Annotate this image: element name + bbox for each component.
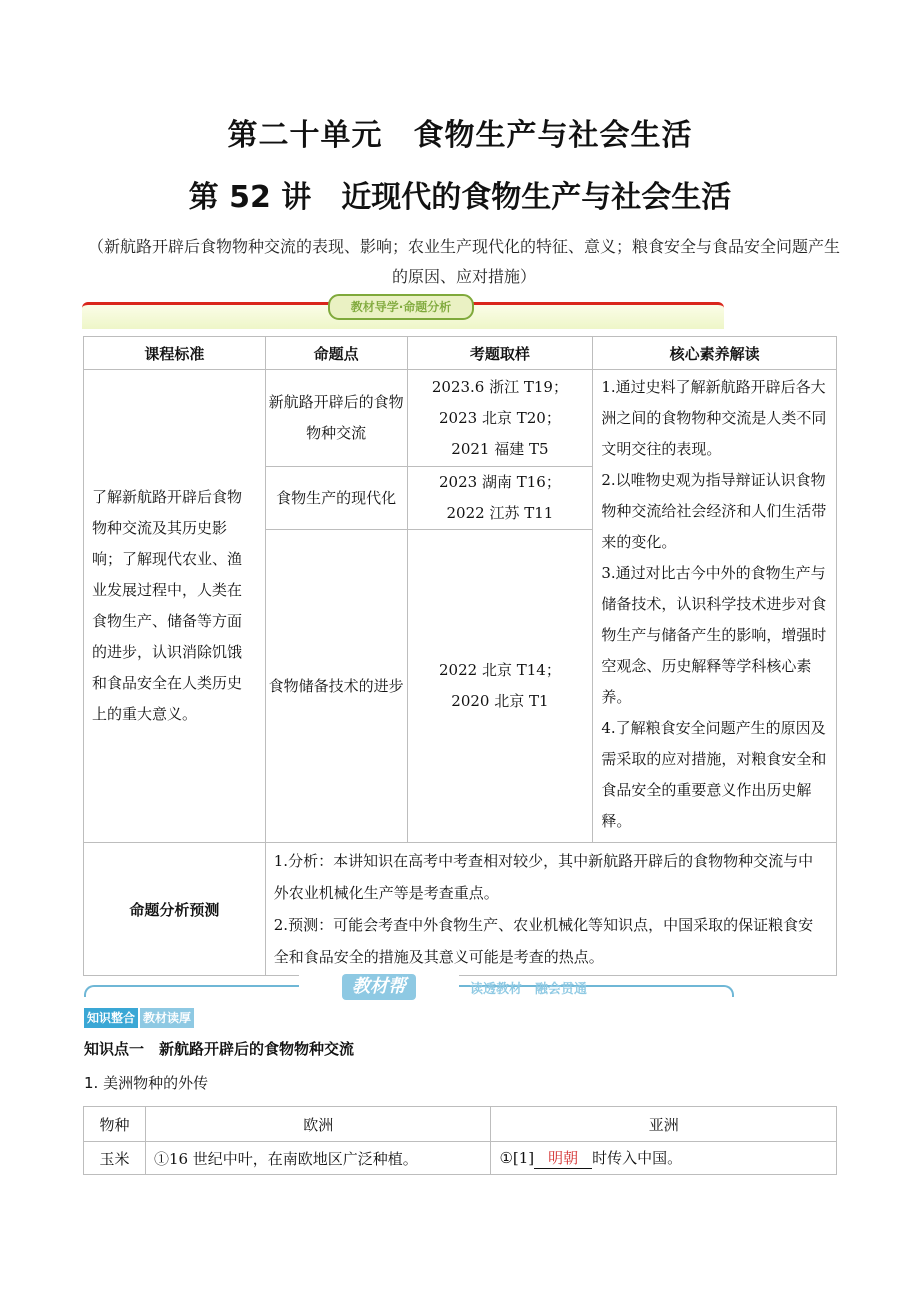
species-table xyxy=(83,1106,837,1175)
asia-prefix: ①[1] xyxy=(499,1149,535,1167)
textbook-banner xyxy=(84,972,732,1004)
exam-samples-3 xyxy=(407,530,593,843)
proposition-point-3: 食物储备技术的进步 xyxy=(265,530,407,843)
header-species: 物种 xyxy=(84,1107,146,1142)
sample-line: 2023.6 浙江 T19； xyxy=(431,377,568,396)
core-literacy-item: 2.以唯物史观为指导辩证认识食物物种交流给社会经济和人们生活带来的变化。 xyxy=(601,471,827,551)
lecture-title: 第 52 讲 近现代的食物生产与社会生活 xyxy=(188,180,732,215)
table-header-row xyxy=(84,337,837,370)
tag-textbook-deep-reading: 教材读厚 xyxy=(140,1008,194,1028)
unit-title: 第二十单元 食物生产与社会生活 xyxy=(227,118,693,153)
header-proposition-point: 命题点 xyxy=(265,337,407,370)
header-core-literacy: 核心素养解读 xyxy=(593,337,837,370)
species-asia xyxy=(491,1142,837,1175)
table-row xyxy=(84,843,837,976)
core-literacy-item: 1.通过史料了解新航路开辟后各大洲之间的食物物种交流是人类不同文明交往的表现。 xyxy=(601,378,827,458)
course-analysis-table xyxy=(83,336,837,976)
sample-line: 2022 江苏 T11 xyxy=(446,504,554,522)
sample-line: 2022 北京 T14； xyxy=(439,661,561,679)
core-literacy-item: 4.了解粮食安全问题产生的原因及需采取的应对措施，对粮食安全和食品安全的重要意义作出历史解释。 xyxy=(601,719,827,830)
sample-line: 2023 北京 T20； xyxy=(439,408,561,427)
header-exam-samples: 考题取样 xyxy=(407,337,593,370)
proposition-point-1: 新航路开辟后的食物物种交流 xyxy=(265,370,407,467)
table-row xyxy=(84,370,837,467)
header-europe: 欧洲 xyxy=(145,1107,491,1142)
knowledge-point-heading: 知识点一 新航路开辟后的食物物种交流 xyxy=(84,1040,355,1058)
asia-suffix: 时传入中国。 xyxy=(592,1149,683,1167)
proposition-point-2: 食物生产的现代化 xyxy=(265,467,407,530)
header-asia: 亚洲 xyxy=(491,1107,837,1142)
core-literacy-item: 3.通过对比古今中外的食物生产与储备技术，认识科学技术进步对食物生产与储备产生的影响，增强时空观念、历史解释等学科核心素养。 xyxy=(601,564,827,706)
table-row xyxy=(84,1142,837,1175)
sample-line: 2020 北京 T1 xyxy=(451,692,549,710)
exam-samples-1 xyxy=(407,370,593,467)
header-course-standard: 课程标准 xyxy=(84,337,266,370)
exam-samples-2 xyxy=(407,467,593,530)
guide-banner-label: 教材导学·命题分析 xyxy=(328,294,474,320)
core-literacy-cell xyxy=(593,370,837,843)
guide-banner xyxy=(82,292,724,330)
textbook-badge-text: 教材帮 xyxy=(342,974,416,1000)
sample-line: 2023 湖南 T16； xyxy=(439,473,561,491)
section-subheading: 1. 美洲物种的外传 xyxy=(84,1074,209,1092)
textbook-banner-tag: 读透教材 融会贯通 xyxy=(470,982,588,997)
species-europe: ①16 世纪中叶，在南欧地区广泛种植。 xyxy=(145,1142,491,1175)
analysis-item: 1.分析：本讲知识在高考中考查相对较少，其中新航路开辟后的食物物种交流与中外农业机械化生产等是考查重点。 xyxy=(273,852,814,902)
subtitle: （新航路开辟后食物物种交流的表现、影响；农业生产现代化的特征、意义；粮食安全与食品安全问题产生的原因、应对措施） xyxy=(88,237,841,286)
sample-line: 2021 福建 T5 xyxy=(451,439,549,458)
species-name: 玉米 xyxy=(84,1142,146,1175)
analysis-item: 2.预测：可能会考查中外食物生产、农业机械化等知识点，中国采取的保证粮食安全和食品安全的措施及其意义可能是考查的热点。 xyxy=(273,916,814,966)
fill-in-answer: 明朝 xyxy=(534,1147,592,1169)
knowledge-tags xyxy=(84,1008,194,1028)
species-header-row xyxy=(84,1107,837,1142)
tag-knowledge-integration: 知识整合 xyxy=(84,1008,138,1028)
analysis-label-cell: 命题分析预测 xyxy=(84,843,266,976)
analysis-cell xyxy=(265,843,836,976)
textbook-banner-badge xyxy=(299,974,459,1000)
course-standard-cell: 了解新航路开辟后食物物种交流及其历史影响；了解现代农业、渔业发展过程中，人类在食物生产、储备等方面的进步，认识消除饥饿和食品安全在人类历史上的重大意义。 xyxy=(84,370,266,843)
